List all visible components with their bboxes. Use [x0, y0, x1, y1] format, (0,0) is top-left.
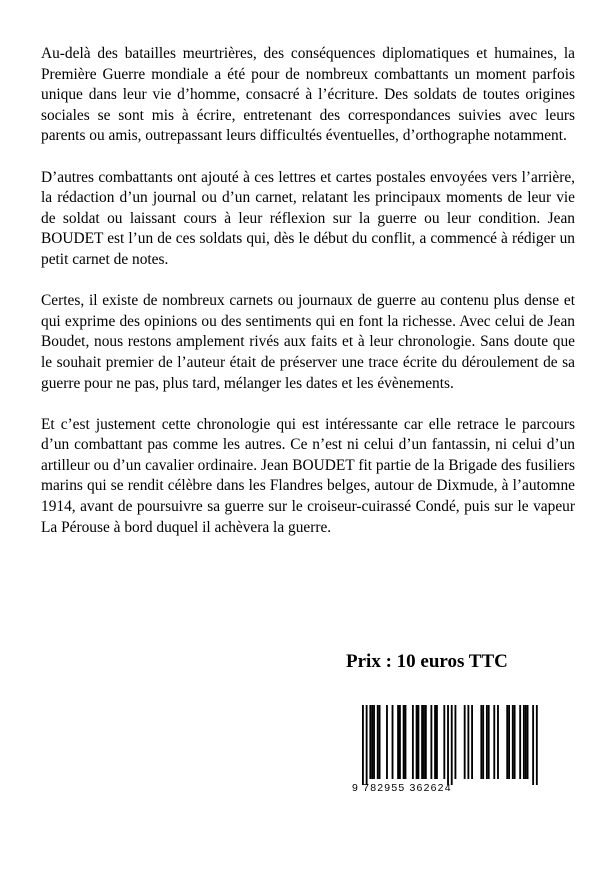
barcode-digits: 9 782955 362624 [352, 782, 452, 794]
barcode-bar [532, 705, 534, 785]
barcode-bar [397, 705, 399, 779]
barcode-bar [366, 705, 368, 785]
barcode-bar [512, 705, 514, 779]
barcode-bar [488, 705, 490, 779]
barcode-bar [523, 705, 525, 779]
barcode-bar [371, 705, 373, 779]
barcode-bar [451, 705, 453, 785]
barcode-bar [392, 705, 394, 779]
barcode-bar [403, 705, 405, 779]
barcode-bar [447, 705, 449, 785]
paragraph-1: Au-delà des batailles meurtrières, des conséquences diplomatiques et humaines, la Première Guerre mondiale a été pour de nombreux combattants un moment parfois unique dans leur vie d’homme, consacré à l’écriture. Des soldats de toutes origines sociales se sont mis à écrire, entretenant des correspondances suivies avec leurs parents ou amis, outrepassant leurs difficultés éventuelles, d’orthographe notamment. [41, 45, 575, 145]
barcode-bar [525, 705, 527, 779]
barcode-bar [421, 705, 423, 779]
barcode-bar [471, 705, 473, 779]
barcode-bar [405, 705, 407, 779]
barcode-bar [467, 705, 469, 779]
barcode-bar [486, 705, 488, 779]
barcode-bar [373, 705, 375, 779]
barcode-bar [434, 705, 436, 779]
barcode-bar [514, 705, 516, 779]
barcode-bar [416, 705, 418, 779]
barcode [347, 695, 547, 807]
barcode-bar [377, 705, 379, 779]
barcode-bar [506, 705, 508, 779]
paragraph-3: Certes, il existe de nombreux carnets ou journaux de guerre au contenu plus dense et qui exprime des opinions ou des sentiments qui en font la richesse. Avec celui de Jean Boudet, nous restons amplement rivés aux faits et à leur chronologie. Sans doute que le souhait premier de l’auteur était de préserver une trace écrite du déroulement de sa guerre pour ne pas, plus tard, mélanger les dates et les évènements. [41, 292, 575, 392]
barcode-bar [425, 705, 427, 779]
barcode-bar [480, 705, 482, 779]
paragraph-2: D’autres combattants ont ajouté à ces lettres et cartes postales envoyées vers l’arrière, la rédaction d’un journal ou d’un carnet, relatant les principaux moments de leur vie de soldat ou laissant cours à leur réflexion sur la guerre ou leur condition. Jean BOUDET est l’un de ces soldats qui, dès le début du conflit, a commencé à rédiger un petit carnet de notes. [41, 168, 575, 268]
barcode-bar [369, 705, 371, 779]
barcode-bar [493, 705, 495, 779]
barcode-bar [443, 705, 445, 779]
barcode-bar [508, 705, 510, 779]
barcode-bar [412, 705, 414, 779]
barcode-bar [423, 705, 425, 779]
paragraph-4: Et c’est justement cette chronologie qui est intéressante car elle retrace le parcours d’un combattant pas comme les autres. Ce n’est ni celui d’un fantassin, ni celui d’un artilleur ou d’un cavalier ordinaire. Jean BOUDET fit partie de la Brigade des fusiliers marins qui se rendit célèbre dans les Flandres belges, autour de Dixmude, à l’automne 1914, avant de poursuivre sa guerre sur le croiseur-cuirassé Condé, puis sur le vapeur La Pérouse à bord duquel il achèvera la guerre. [41, 415, 575, 536]
barcode-bar [379, 705, 381, 779]
barcode-bar [482, 705, 484, 779]
back-cover-text [41, 44, 575, 559]
barcode-bar [362, 705, 364, 785]
barcode-bar [386, 705, 388, 779]
barcode-bar [464, 705, 466, 779]
barcode-bar [527, 705, 529, 779]
price-label: Prix : 10 euros TTC [346, 651, 508, 672]
barcode-bar [430, 705, 432, 779]
barcode-bar [455, 705, 457, 779]
barcode-bar [399, 705, 401, 779]
barcode-bar [418, 705, 420, 779]
barcode-bar [519, 705, 521, 779]
barcode-bar [536, 705, 538, 785]
barcode-bar [436, 705, 438, 779]
barcode-bar [497, 705, 499, 779]
